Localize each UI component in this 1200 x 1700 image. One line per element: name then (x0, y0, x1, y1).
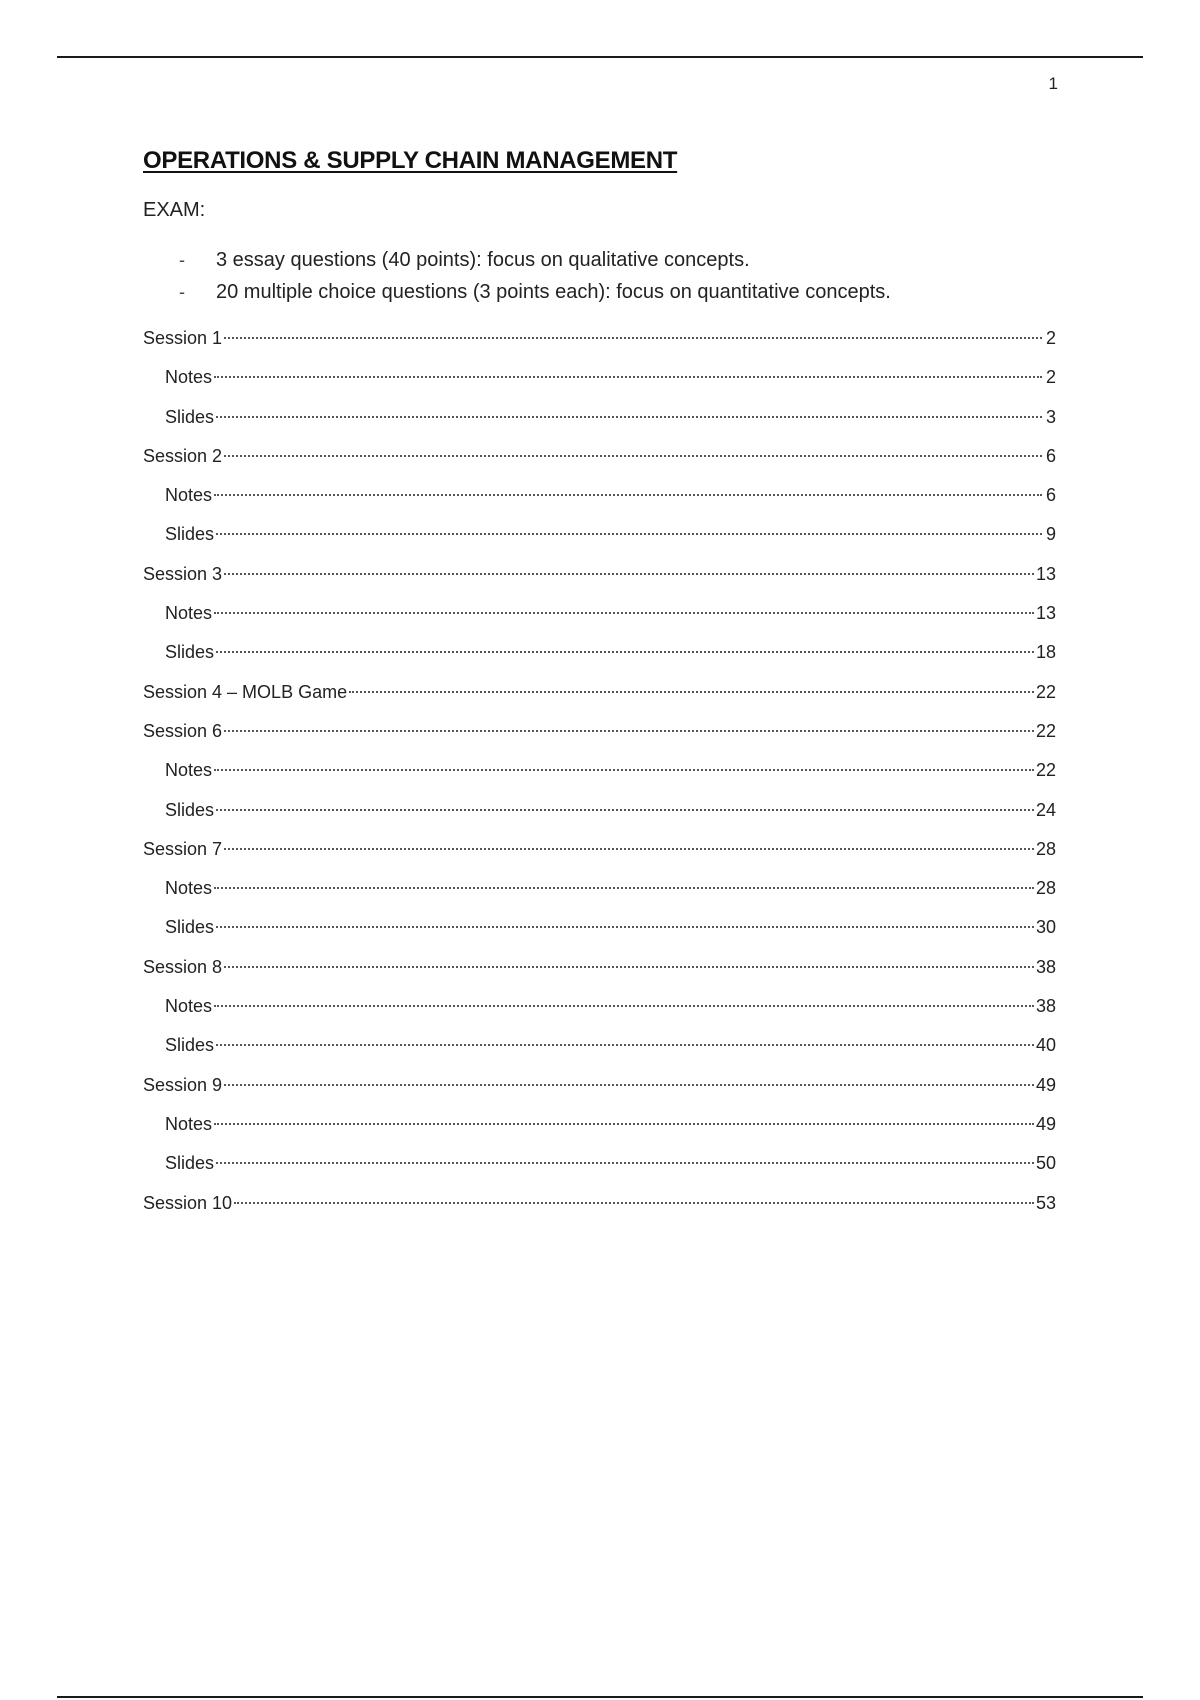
toc-entry-label: Notes (165, 996, 213, 1017)
toc-entry-label: Slides (165, 1035, 215, 1056)
toc-entry-label: Notes (165, 603, 213, 624)
toc-subentry[interactable] (143, 798, 1056, 837)
toc-entry-label: Slides (165, 917, 215, 938)
toc-subentry[interactable] (143, 1151, 1056, 1190)
toc-entry[interactable] (143, 1073, 1056, 1112)
exam-bullet-item (143, 278, 891, 310)
toc-entry-page-number: 38 (1035, 956, 1056, 977)
toc-subentry[interactable] (143, 1033, 1056, 1072)
toc-entry-label: Notes (165, 367, 213, 388)
toc-dot-leader (216, 416, 1042, 418)
toc-subentry[interactable] (143, 915, 1056, 954)
toc-subentry[interactable] (143, 405, 1056, 444)
toc-dot-leader (224, 1084, 1034, 1086)
toc-entry[interactable] (143, 837, 1056, 876)
toc-dot-leader (216, 651, 1034, 653)
toc-subentry[interactable] (143, 601, 1056, 640)
toc-entry-page-number: 49 (1035, 1074, 1056, 1095)
dash-bullet-icon: - (179, 250, 185, 270)
toc-entry[interactable] (143, 719, 1056, 758)
toc-dot-leader (214, 1123, 1034, 1125)
toc-entry-page-number: 49 (1035, 1113, 1056, 1134)
toc-entry-label: Session 9 (143, 1074, 223, 1095)
dash-bullet-icon: - (179, 282, 185, 302)
toc-entry-page-number: 30 (1035, 917, 1056, 938)
toc-dot-leader (214, 494, 1042, 496)
toc-entry-label: Slides (165, 1153, 215, 1174)
toc-entry-label: Notes (165, 485, 213, 506)
toc-entry-label: Slides (165, 524, 215, 545)
toc-entry-page-number: 13 (1035, 603, 1056, 624)
toc-entry-label: Session 2 (143, 445, 223, 466)
toc-entry-page-number: 24 (1035, 799, 1056, 820)
toc-dot-leader (216, 533, 1042, 535)
exam-label: EXAM: (143, 199, 206, 221)
toc-dot-leader (214, 376, 1042, 378)
toc-dot-leader (214, 887, 1034, 889)
toc-dot-leader (234, 1202, 1034, 1204)
toc-entry-page-number: 2 (1045, 367, 1056, 388)
toc-entry[interactable] (143, 562, 1056, 601)
toc-entry-page-number: 28 (1035, 878, 1056, 899)
toc-dot-leader (214, 769, 1034, 771)
toc-entry-label: Slides (165, 799, 215, 820)
toc-entry-label: Session 4 – MOLB Game (143, 681, 348, 702)
toc-subentry[interactable] (143, 876, 1056, 915)
toc-subentry[interactable] (143, 1112, 1056, 1151)
footer-rule (57, 1696, 1143, 1698)
toc-entry-label: Notes (165, 1113, 213, 1134)
exam-bullet-item (143, 246, 891, 278)
toc-entry[interactable] (143, 444, 1056, 483)
toc-entry-label: Slides (165, 642, 215, 663)
toc-entry-page-number: 6 (1045, 445, 1056, 466)
toc-subentry[interactable] (143, 483, 1056, 522)
toc-dot-leader (349, 691, 1034, 693)
toc-entry[interactable] (143, 680, 1056, 719)
toc-entry[interactable] (143, 326, 1056, 365)
toc-dot-leader (216, 926, 1034, 928)
toc-entry[interactable] (143, 1191, 1056, 1230)
toc-entry-page-number: 22 (1035, 681, 1056, 702)
toc-subentry[interactable] (143, 758, 1056, 797)
toc-entry-page-number: 50 (1035, 1153, 1056, 1174)
exam-bullet-list (143, 246, 891, 310)
toc-dot-leader (224, 848, 1034, 850)
header-rule (57, 56, 1143, 58)
toc-subentry[interactable] (143, 640, 1056, 679)
toc-entry-page-number: 22 (1035, 760, 1056, 781)
table-of-contents (143, 326, 1056, 1230)
toc-entry-label: Session 10 (143, 1192, 233, 1213)
toc-entry-page-number: 40 (1035, 1035, 1056, 1056)
toc-entry-page-number: 2 (1045, 328, 1056, 348)
toc-entry-page-number: 28 (1035, 838, 1056, 859)
toc-entry-page-number: 6 (1045, 485, 1056, 506)
toc-dot-leader (224, 966, 1034, 968)
toc-entry-page-number: 13 (1035, 563, 1056, 584)
exam-bullet-text: 20 multiple choice questions (3 points each): focus on quantitative concepts. (216, 281, 891, 303)
toc-entry-page-number: 22 (1035, 720, 1056, 741)
toc-entry-label: Session 6 (143, 720, 223, 741)
toc-dot-leader (216, 1162, 1034, 1164)
toc-subentry[interactable] (143, 994, 1056, 1033)
exam-bullet-text: 3 essay questions (40 points): focus on qualitative concepts. (216, 249, 750, 271)
toc-entry-label: Session 7 (143, 838, 223, 859)
toc-entry-label: Notes (165, 878, 213, 899)
page-number: 1 (1048, 74, 1058, 93)
toc-entry-page-number: 38 (1035, 996, 1056, 1017)
toc-subentry[interactable] (143, 522, 1056, 561)
toc-entry-page-number: 9 (1045, 524, 1056, 545)
toc-dot-leader (216, 1044, 1034, 1046)
toc-dot-leader (214, 612, 1034, 614)
toc-dot-leader (214, 1005, 1034, 1007)
toc-entry-page-number: 3 (1045, 406, 1056, 427)
toc-entry-page-number: 18 (1035, 642, 1056, 663)
toc-dot-leader (224, 573, 1034, 575)
document-title: OPERATIONS & SUPPLY CHAIN MANAGEMENT (143, 147, 678, 174)
toc-dot-leader (224, 337, 1042, 339)
toc-entry-label: Slides (165, 406, 215, 427)
toc-entry-page-number: 53 (1035, 1192, 1056, 1213)
toc-entry-label: Session 8 (143, 956, 223, 977)
toc-dot-leader (216, 809, 1034, 811)
toc-entry-label: Session 1 (143, 328, 223, 348)
toc-entry-label: Session 3 (143, 563, 223, 584)
toc-entry-label: Notes (165, 760, 213, 781)
toc-subentry[interactable] (143, 365, 1056, 404)
toc-dot-leader (224, 455, 1042, 457)
toc-dot-leader (224, 730, 1034, 732)
toc-entry[interactable] (143, 955, 1056, 994)
